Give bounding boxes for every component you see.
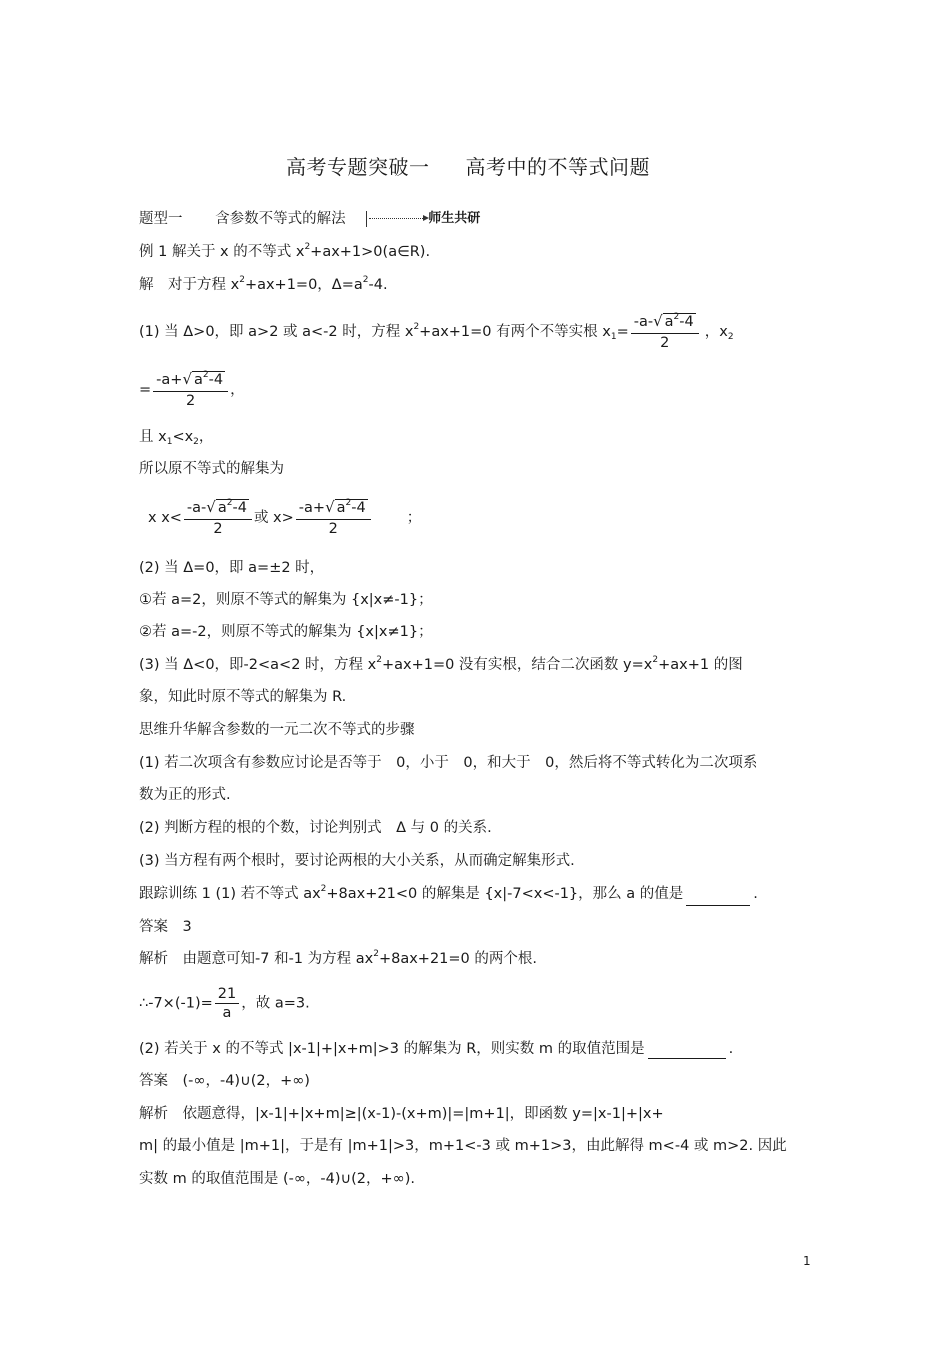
- solution-set-expression: [148, 498, 421, 538]
- superscript: 2: [226, 498, 233, 508]
- radicand: [192, 371, 225, 388]
- analysis-2: 解析 依题意得，|x-1|+|x+m|≥|(x-1)-(x+m)|=|m+1|，即函数 y=|x-1|+|x+: [139, 1106, 664, 1122]
- badge-text: 师生共研: [428, 211, 481, 226]
- training-text: .: [728, 1041, 734, 1057]
- fraction-denominator: 2: [328, 521, 338, 537]
- root-fraction: [296, 498, 371, 538]
- example-text: +ax+1>0(a∈R).: [310, 244, 431, 260]
- fraction-denominator: 2: [186, 393, 196, 409]
- superscript: 2: [202, 370, 209, 380]
- training-text: 跟踪训练 1 (1) 若不等式 ax: [139, 886, 321, 902]
- therefore-text: ，故 a=3.: [241, 995, 310, 1012]
- training-2: [139, 1039, 733, 1059]
- num-part: -a+: [298, 500, 326, 516]
- training-text: +8ax+21<0 的解集是 {x|-7<x<-1}，那么 a 的值是: [326, 886, 684, 902]
- num-part: -a-: [633, 314, 654, 330]
- equals: =: [616, 324, 629, 340]
- case-text: +ax+1 的图: [658, 657, 743, 673]
- sqrt-icon: √: [653, 312, 663, 330]
- radicand: [335, 499, 368, 516]
- num-part: a: [664, 314, 674, 330]
- fraction-denominator: a: [222, 1005, 232, 1021]
- superscript: 2: [362, 275, 369, 285]
- superscript: 2: [652, 655, 659, 665]
- subscript: 1: [166, 437, 173, 447]
- case-3-continued: 象，知此时原不等式的解集为 R.: [139, 689, 347, 705]
- training-text: (2) 若关于 x 的不等式 |x-1|+|x+m|>3 的解集为 R，则实数 m 的取值范围是: [139, 1041, 645, 1057]
- arrow-icon: [369, 218, 425, 219]
- analysis-text: 解析 由题意可知-7 和-1 为方程 ax: [139, 951, 374, 967]
- solution-set-intro: 所以原不等式的解集为: [139, 461, 284, 477]
- root-order: [139, 427, 213, 449]
- therefore-text: ∴-7×(-1)=: [139, 995, 213, 1012]
- superscript: 2: [345, 498, 352, 508]
- subscript: 2: [193, 437, 199, 447]
- superscript: 2: [413, 322, 420, 332]
- section-name: 含参数不等式的解法: [215, 211, 346, 227]
- superscript: 2: [239, 275, 245, 285]
- order-text: 且 x: [139, 429, 167, 445]
- step-3: (3) 当方程有两个根时，要讨论两根的大小关系，从而确定解集形式.: [139, 853, 575, 869]
- step-2: (2) 判断方程的根的个数，讨论判别式 Δ 与 0 的关系.: [139, 820, 492, 836]
- superscript: 2: [376, 655, 382, 665]
- answer-blank: [686, 891, 750, 906]
- section-badge: [366, 211, 484, 227]
- case-1-continued: [139, 370, 245, 410]
- num-part: a: [217, 500, 227, 516]
- example-text: 例 1 解关于 x 的不等式 x: [139, 244, 305, 260]
- analysis-2-continued: m| 的最小值是 |m+1|，于是有 |m+1|>3，m+1<-3 或 m+1>3，由此解得 m<-4 或 m>2. 因此: [139, 1138, 787, 1154]
- section-label: 题型一: [139, 211, 183, 227]
- num-part: -a+: [156, 372, 183, 388]
- case-2b: ②若 a=-2，则原不等式的解集为 {x|x≠1}；: [139, 624, 433, 640]
- root-fraction: [184, 498, 252, 538]
- case-2: (2) 当 Δ=0，即 a=±2 时，: [139, 560, 325, 576]
- case-text: ，: [230, 382, 245, 398]
- fraction-numerator: [153, 370, 228, 392]
- step-1: (1) 若二次项含有参数应讨论是否等于 0，小于 0，和大于 0，然后将不等式转化为二次项系: [139, 755, 758, 771]
- radicand: [663, 313, 696, 330]
- case-text: +ax+1=0 没有实根，结合二次函数 y=x: [381, 657, 653, 673]
- order-text: <x: [172, 429, 194, 445]
- num-part: a: [336, 500, 346, 516]
- training-1: [139, 884, 758, 906]
- root-fraction: [631, 312, 699, 352]
- set-text: ；: [406, 510, 422, 526]
- order-text: ，: [198, 429, 214, 445]
- training-text: .: [753, 886, 758, 902]
- sqrt-icon: √: [325, 498, 335, 516]
- subscript: 2: [727, 332, 734, 342]
- superscript: 2: [320, 884, 327, 894]
- subscript: 1: [610, 332, 617, 342]
- page-title: [0, 151, 936, 180]
- sqrt-icon: √: [206, 498, 216, 516]
- answer-blank: [648, 1044, 726, 1059]
- example-1: [139, 242, 430, 264]
- analysis-text: +8ax+21=0 的两个根.: [378, 951, 537, 967]
- fraction: [215, 985, 239, 1022]
- num-part: -4: [351, 500, 366, 516]
- superscript: 2: [304, 242, 311, 252]
- fraction-numerator: 21: [215, 985, 239, 1004]
- solution-text: +ax+1=0，Δ=a: [244, 277, 363, 293]
- case-1: [139, 312, 734, 352]
- case-text: +ax+1=0 有两个不等实根 x: [419, 324, 611, 340]
- num-part: -a-: [186, 500, 207, 516]
- set-text: x x<: [148, 510, 182, 526]
- superscript: 2: [673, 312, 680, 322]
- answer-2: 答案 (-∞，-4)∪(2，+∞): [139, 1073, 310, 1089]
- fraction-numerator: [184, 498, 252, 520]
- fraction-denominator: 2: [213, 521, 223, 537]
- solution-text: -4.: [368, 277, 388, 293]
- num-part: a: [194, 372, 203, 388]
- root-fraction: [153, 370, 228, 410]
- answer-1: 答案 3: [139, 919, 192, 935]
- set-text: 或 x>: [253, 510, 294, 526]
- num-part: -4: [208, 372, 224, 388]
- solution-text: 解 对于方程 x: [139, 277, 240, 293]
- section-heading: [139, 209, 484, 229]
- solution-intro: [139, 275, 388, 297]
- num-part: -4: [232, 500, 247, 516]
- summary-title: 思维升华解含参数的一元二次不等式的步骤: [139, 722, 415, 738]
- fraction-denominator: 2: [660, 335, 670, 351]
- case-3: [139, 655, 743, 677]
- case-text: (1) 当 Δ>0，即 a>2 或 a<-2 时，方程 x: [139, 324, 414, 340]
- fraction-numerator: [631, 312, 699, 334]
- step-1-continued: 数为正的形式.: [139, 787, 231, 803]
- case-text: (3) 当 Δ<0，即-2<a<2 时，方程 x: [139, 657, 377, 673]
- radicand: [216, 499, 249, 516]
- title-part1: 高考专题突破一: [286, 155, 430, 179]
- title-part2: 高考中的不等式问题: [465, 155, 650, 179]
- therefore-line: [139, 985, 310, 1022]
- page-number: 1: [803, 1254, 811, 1268]
- equals: =: [139, 382, 152, 398]
- analysis-2-conclusion: 实数 m 的取值范围是 (-∞，-4)∪(2，+∞).: [139, 1171, 416, 1187]
- analysis-1: [139, 949, 537, 971]
- case-text: ，x: [704, 324, 728, 340]
- num-part: -4: [679, 314, 694, 330]
- case-2a: ①若 a=2，则原不等式的解集为 {x|x≠-1}；: [139, 592, 433, 608]
- fraction-numerator: [296, 498, 371, 520]
- superscript: 2: [373, 949, 379, 959]
- sqrt-icon: √: [182, 370, 192, 388]
